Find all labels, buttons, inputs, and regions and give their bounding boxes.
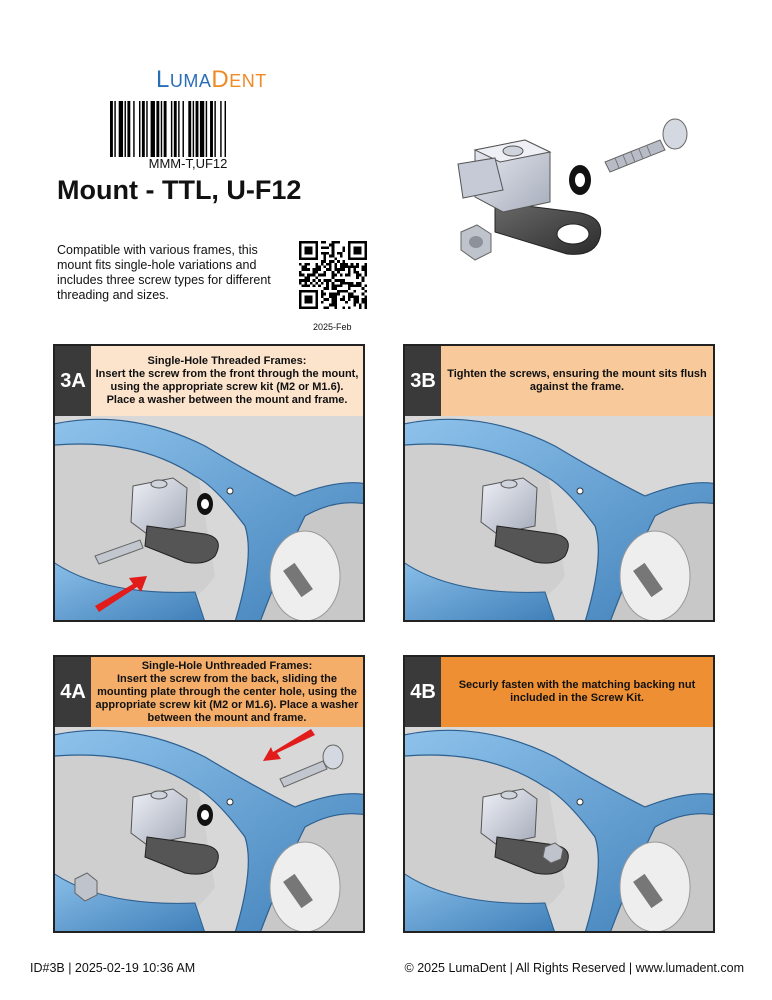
step-panel-3b: [403, 344, 715, 622]
step-text: Insert the screw from the back, sliding the mounting plate through the center hole, using the appropriate screw kit (M2 or M1.6). Place a washer between the mount and frame.: [95, 672, 359, 724]
mount-exploded-illustration: [455, 112, 695, 282]
step-header: [55, 657, 363, 727]
step-number: 4B: [405, 657, 441, 727]
step-number: 3B: [405, 346, 441, 416]
step-text: Securly fasten with the matching backing nut included in the Screw Kit.: [458, 679, 696, 704]
step-4b-illustration: [405, 727, 713, 933]
step-title: Single-Hole Unthreaded Frames:: [141, 659, 313, 672]
barcode-graphic: [110, 101, 266, 157]
step-header: [405, 346, 713, 416]
revision-date: 2025-Feb: [313, 322, 352, 332]
logo-part4: ENT: [229, 71, 267, 91]
step-text: Insert the screw from the front through the mount, using the appropriate screw kit (M2 or M1.6). Place a washer between the mount and frame.: [95, 368, 359, 406]
step-panel-4b: [403, 655, 715, 933]
step-caption: [441, 657, 713, 727]
logo-part1: L: [156, 66, 170, 93]
page-title: Mount - TTL, U-F12: [57, 175, 302, 205]
logo-part3: D: [211, 66, 230, 93]
step-text: Tighten the screws, ensuring the mount sits flush against the frame.: [447, 368, 707, 393]
step-number: 4A: [55, 657, 91, 727]
product-description: Compatible with various frames, this mount fits single-hole variations and includes three screw types for different threading and sizes.: [57, 243, 271, 302]
step-header: [405, 657, 713, 727]
step-3a-illustration: [55, 416, 363, 622]
step-panel-3a: [53, 344, 365, 622]
copyright-footer: © 2025 LumaDent | All Rights Reserved | www.lumadent.com: [404, 961, 744, 975]
step-caption: [91, 657, 363, 727]
step-header: [55, 346, 363, 416]
step-number: 3A: [55, 346, 91, 416]
step-3b-illustration: [405, 416, 713, 622]
qr-code: [299, 241, 367, 309]
logo-part2: UMA: [169, 71, 212, 91]
lumadent-logo: [156, 66, 267, 94]
barcode-text: MMM-T,UF12: [148, 156, 228, 171]
step-panel-4a: [53, 655, 365, 933]
step-4a-illustration: [55, 727, 363, 933]
step-title: Single-Hole Threaded Frames:: [147, 355, 307, 367]
document-id-footer: ID#3B | 2025-02-19 10:36 AM: [30, 961, 196, 975]
step-caption: [91, 346, 363, 416]
step-caption: [441, 346, 713, 416]
